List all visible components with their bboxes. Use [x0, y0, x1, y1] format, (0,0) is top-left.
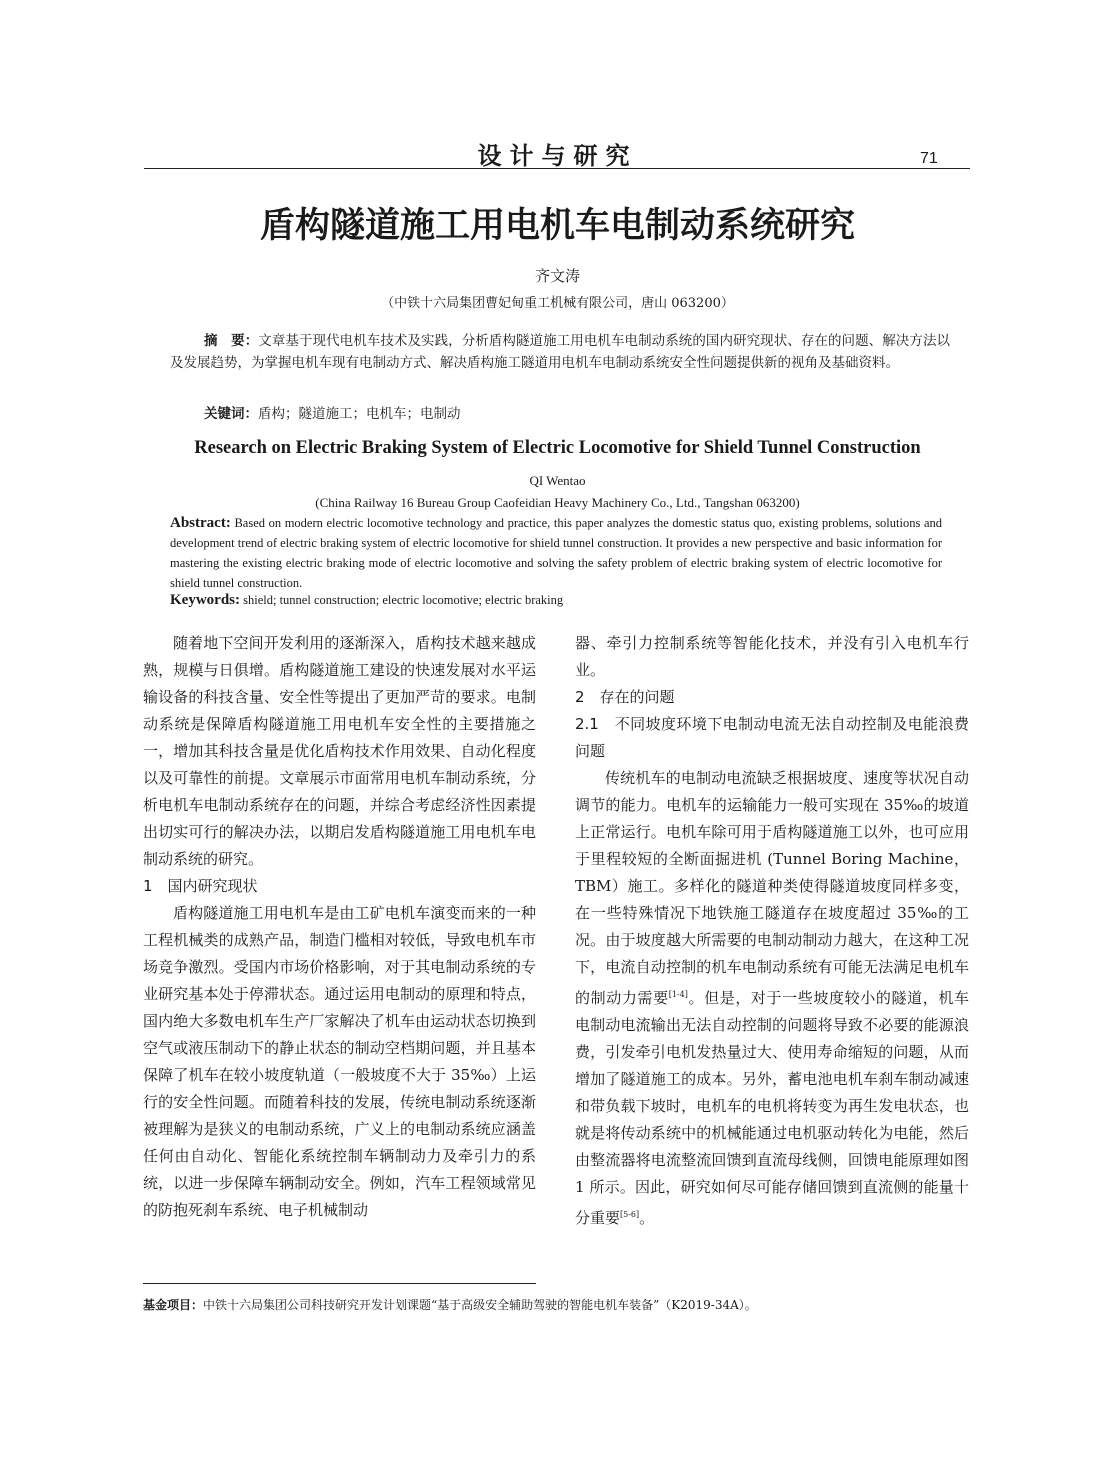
keywords-cn — [204, 402, 461, 422]
affiliation-en: (China Railway 16 Bureau Group Caofeidian Heavy Machinery Co., Ltd., Tangshan 063200) — [315, 495, 800, 510]
subsection-heading-2-1: 2.1 不同坡度环境下电制动电流无法自动控制及电能浪费问题 — [575, 715, 969, 760]
body-paragraph: 盾构隧道施工用电机车是由工矿电机车演变而来的一种工程机械类的成熟产品，制造门槛相对较低，导致电机车市场竞争激烈。受国内市场价格影响，对于其电制动系统的专业研究基本处于停滞状态。通过运用电制动的原理和特点，国内绝大多数电机车生产厂家解决了机车由运动状态切换到空气或液压制动下的静止状态的制动空档期问题，并且基本保障了机车在较小坡度轨道（一般坡度不大于 35‰）上运行的安全性问题。而随着科技的发展，传统电制动系统逐渐被理解为是狭义的电制动系统，广义上的电制动系统应涵盖任何由自动化、智能化系统控制车辆制动力及牵引力的系统，以进一步保障车辆制动安全。例如，汽车工程领域常见的防抱死刹车系统、电子机械制动 — [143, 904, 536, 1219]
abstract-cn — [170, 330, 950, 374]
paragraph-text: 传统机车的电制动电流缺乏根据坡度、速度等状况自动调节的能力。电机车的运输能力一般可实现在 35‰的坡道上正常运行。电机车除可用于盾构隧道施工以外，也可应用于里程较短的全断面掘进机 (Tunnel Boring Machine，TBM）施工。多样化的隧道种类使得隧道坡度同样多变，在一些特殊情况下地铁施工隧道存在坡度超过 35‰的工况。由于坡度越大所需要的电制动制动力越大，在这种工况下，电流自动控制的机车电制动系统有可能无法满足电机车的制动力需要 — [575, 769, 969, 1007]
journal-section-title: 设计与研究 — [477, 142, 638, 170]
body-paragraph: 器、牵引力控制系统等智能化技术，并没有引入电机车行业。 — [575, 634, 969, 679]
section-heading-1: 1 国内研究现状 — [143, 877, 258, 895]
funding-footnote — [143, 1296, 757, 1313]
footnote-text: 中铁十六局集团公司科技研究开发计划课题“基于高级安全辅助驾驶的智能电机车装备”（K2019-34A）。 — [203, 1298, 757, 1312]
author-en: QI Wentao — [529, 473, 586, 488]
body-paragraph: 随着地下空间开发利用的逐渐深入，盾构技术越来越成熟，规模与日俱增。盾构隧道施工建设的快速发展对水平运输设备的科技含量、安全性等提出了更加严苛的要求。电制动系统是保障盾构隧道施工用电机车安全性的主要措施之一，增加其科技含量是优化盾构技术作用效果、自动化程度以及可靠性的前提。文章展示市面常用电机车制动系统，分析电机车电制动系统存在的问题，并综合考虑经济性因素提出切实可行的解决办法，以期启发盾构隧道施工用电机车电制动系统的研究。 — [143, 634, 536, 868]
page-number: 71 — [920, 150, 938, 167]
paper-title-cn: 盾构隧道施工用电机车电制动系统研究 — [259, 206, 855, 246]
citation-ref: [5-6] — [620, 1210, 640, 1219]
abstract-en — [170, 513, 942, 593]
keywords-en-text: shield; tunnel construction; electric locomotive; electric braking — [240, 593, 564, 607]
affiliation-cn: （中铁十六局集团曹妃甸重工机械有限公司，唐山 063200） — [381, 296, 734, 311]
body-paragraph — [575, 765, 969, 1232]
section-heading-2: 2 存在的问题 — [575, 688, 675, 706]
paragraph-text: 。 — [639, 1209, 655, 1227]
keywords-cn-text: 盾构；隧道施工；电机车；电制动 — [258, 406, 461, 422]
author-cn: 齐文涛 — [534, 267, 580, 285]
keywords-en-label: Keywords: — [170, 592, 240, 608]
body-column-right — [575, 630, 969, 1232]
abstract-en-label: Abstract: — [170, 515, 231, 531]
footnote-rule — [143, 1283, 536, 1284]
citation-ref: [1-4] — [668, 990, 688, 999]
footnote-label: 基金项目： — [143, 1298, 204, 1312]
abstract-en-text: Based on modern electric locomotive technology and practice, this paper analyzes the domestic status quo, existing problems, solutions and development trend of electric braking system of electric locomotive for shield tunnel construction. It provides a new perspective and basic information for mastering the existing electric braking mode of electric locomotive and solving the safety problem of electric braking system of electric locomotive for shield tunnel construction. — [170, 516, 942, 590]
abstract-cn-label: 摘 要： — [204, 333, 259, 349]
keywords-en — [170, 592, 563, 609]
body-column-left — [143, 630, 536, 1224]
paper-title-en: Research on Electric Braking System of Electric Locomotive for Shield Tunnel Construction — [194, 438, 921, 458]
paragraph-text: 。但是，对于一些坡度较小的隧道，机车电制动电流输出无法自动控制的问题将导致不必要的能源浪费，引发牵引电机发热量过大、使用寿命缩短的问题，从而增加了隧道施工的成本。另外，蓄电池电机车刹车制动减速和带负载下坡时，电机车的电机将转变为再生发电状态，也就是将传动系统中的机械能通过电机驱动转化为电能，然后由整流器将电流整流回馈到直流母线侧，回馈电能原理如图 1 所示。因此，研究如何尽可能存储回馈到直流侧的能量十分重要 — [575, 989, 969, 1227]
header-rule — [144, 168, 970, 169]
keywords-cn-label: 关键词： — [204, 406, 258, 422]
abstract-cn-text: 文章基于现代电机车技术及实践，分析盾构隧道施工用电机车电制动系统的国内研究现状、存在的问题、解决方法以及发展趋势，为掌握电机车现有电制动方式、解决盾构施工隧道用电机车电制动系统安全性问题提供新的视角及基础资料。 — [170, 333, 951, 371]
